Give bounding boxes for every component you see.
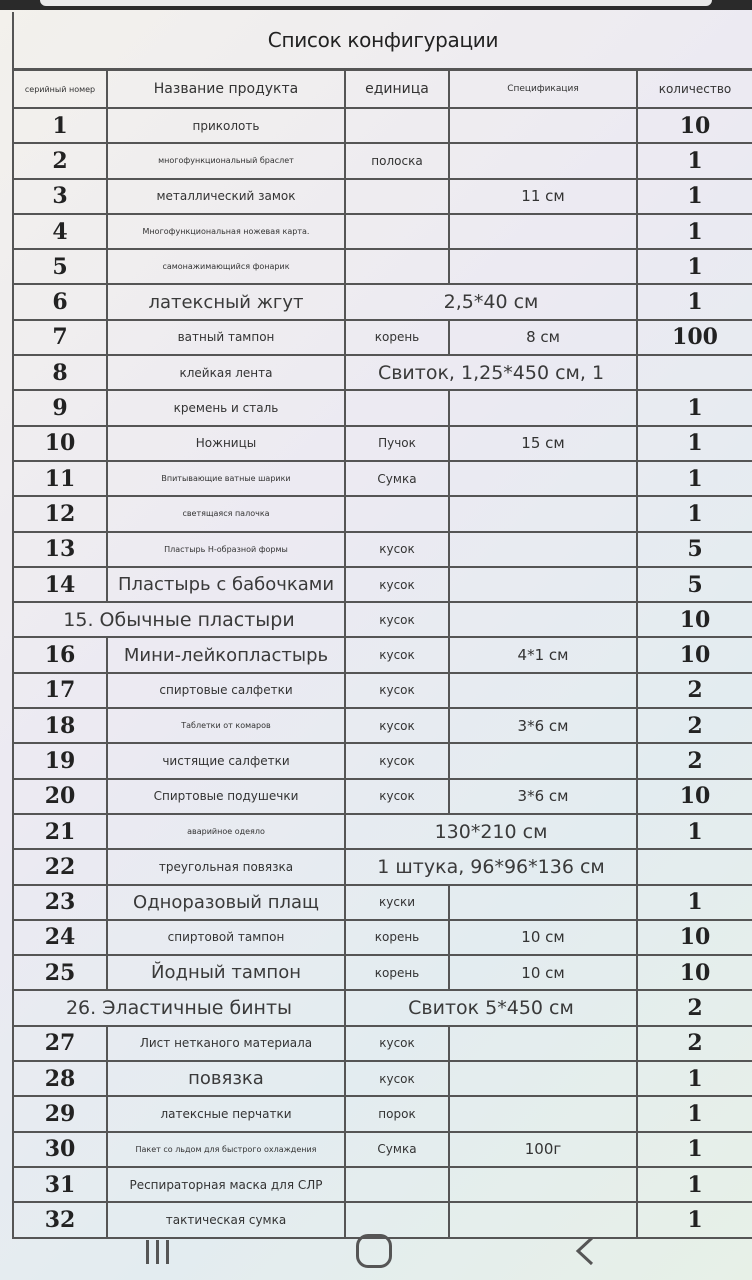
- row-spec: 3*6 см: [449, 779, 637, 814]
- row-serial: 28: [13, 1061, 107, 1096]
- row-serial: 11: [13, 461, 107, 496]
- row-serial: 24: [13, 920, 107, 955]
- row-serial: 17: [13, 673, 107, 708]
- row-qty: 1: [637, 179, 752, 214]
- row-qty: 1: [637, 1061, 752, 1096]
- table-row: [13, 355, 752, 390]
- row-serial: 18: [13, 708, 107, 743]
- row-unit: [345, 179, 449, 214]
- row-spec: [449, 143, 637, 178]
- row-name: чистящие салфетки: [107, 743, 345, 778]
- row-qty: 2: [637, 708, 752, 743]
- row-spec: [449, 249, 637, 284]
- config-table: [12, 69, 752, 1239]
- row-name: ватный тампон: [107, 320, 345, 355]
- table-row: [13, 637, 752, 672]
- recent-apps-icon[interactable]: [146, 1240, 176, 1264]
- row-name: латексный жгут: [107, 284, 345, 319]
- row-name: Впитывающие ватные шарики: [107, 461, 345, 496]
- row-name: Многофункциональная ножевая карта.: [107, 214, 345, 249]
- row-spec: [449, 496, 637, 531]
- row-name: приколоть: [107, 108, 345, 143]
- row-unit: Пучок: [345, 426, 449, 461]
- row-spec: [449, 602, 637, 637]
- table-row: [13, 179, 752, 214]
- row-serial: 1: [13, 108, 107, 143]
- row-unit: кусок: [345, 1061, 449, 1096]
- row-unit: корень: [345, 320, 449, 355]
- row-unit: куски: [345, 885, 449, 920]
- back-icon[interactable]: [572, 1236, 598, 1266]
- row-spec: [449, 1026, 637, 1061]
- row-unit: кусок: [345, 743, 449, 778]
- row-qty: 2: [637, 990, 752, 1025]
- table-row: [13, 532, 752, 567]
- row-spec: [449, 743, 637, 778]
- row-unit: кусок: [345, 1026, 449, 1061]
- row-name: кремень и сталь: [107, 390, 345, 425]
- row-serial: 25: [13, 955, 107, 990]
- row-spec: 8 см: [449, 320, 637, 355]
- row-spec: [449, 1061, 637, 1096]
- table-row: [13, 1061, 752, 1096]
- row-serial: 6: [13, 284, 107, 319]
- row-qty: 1: [637, 143, 752, 178]
- row-qty: 1: [637, 885, 752, 920]
- row-name: Пластырь Н-образной формы: [107, 532, 345, 567]
- home-icon[interactable]: [356, 1234, 392, 1268]
- row-spec: [449, 1096, 637, 1131]
- table-row: [13, 143, 752, 178]
- table-row: [13, 320, 752, 355]
- table-row: [13, 567, 752, 602]
- row-serial: 32: [13, 1202, 107, 1237]
- row-spec: [449, 461, 637, 496]
- row-name: повязка: [107, 1061, 345, 1096]
- table-row: [13, 743, 752, 778]
- row-qty: 1: [637, 814, 752, 849]
- row-spec: [449, 532, 637, 567]
- row-unit: кусок: [345, 602, 449, 637]
- row-unit: кусок: [345, 779, 449, 814]
- table-row: [13, 284, 752, 319]
- table-row: [13, 249, 752, 284]
- row-qty: 1: [637, 1096, 752, 1131]
- table-row: [13, 814, 752, 849]
- row-qty: 1: [637, 461, 752, 496]
- row-serial: 7: [13, 320, 107, 355]
- row-name: Мини-лейкопластырь: [107, 637, 345, 672]
- row-serial: 13: [13, 532, 107, 567]
- row-unit: [345, 496, 449, 531]
- row-serial: 5: [13, 249, 107, 284]
- table-row: [13, 1096, 752, 1131]
- row-name: Спиртовые подушечки: [107, 779, 345, 814]
- row-spec: [449, 885, 637, 920]
- table-row: [13, 108, 752, 143]
- table-row: [13, 673, 752, 708]
- row-qty: 1: [637, 1132, 752, 1167]
- row-qty: 1: [637, 426, 752, 461]
- status-bar: [0, 0, 752, 10]
- row-unit: Сумка: [345, 461, 449, 496]
- row-spec: 15 см: [449, 426, 637, 461]
- row-qty: 5: [637, 567, 752, 602]
- row-serial: 23: [13, 885, 107, 920]
- row-unit: корень: [345, 955, 449, 990]
- table-row: [13, 779, 752, 814]
- row-qty: 1: [637, 1202, 752, 1237]
- row-qty: 10: [637, 637, 752, 672]
- row-name: Таблетки от комаров: [107, 708, 345, 743]
- row-spec: [449, 108, 637, 143]
- row-unit: порок: [345, 1096, 449, 1131]
- row-unit: полоска: [345, 143, 449, 178]
- row-serial: 27: [13, 1026, 107, 1061]
- row-qty: 10: [637, 602, 752, 637]
- row-serial: 4: [13, 214, 107, 249]
- table-row: [13, 390, 752, 425]
- table-row: [13, 849, 752, 884]
- row-unit-spec: 130*210 см: [345, 814, 637, 849]
- row-serial: 16: [13, 637, 107, 672]
- row-serial: 19: [13, 743, 107, 778]
- row-unit: [345, 249, 449, 284]
- row-qty: 1: [637, 496, 752, 531]
- row-serial: 3: [13, 179, 107, 214]
- header-qty: количество: [637, 70, 752, 108]
- row-qty: 5: [637, 532, 752, 567]
- row-merged-title: 15. Обычные пластыри: [13, 602, 345, 637]
- table-row: [13, 708, 752, 743]
- row-serial: 8: [13, 355, 107, 390]
- row-spec: 10 см: [449, 920, 637, 955]
- row-spec: 4*1 см: [449, 637, 637, 672]
- row-unit: Сумка: [345, 1132, 449, 1167]
- row-qty: 10: [637, 955, 752, 990]
- row-unit-spec: 1 штука, 96*96*136 см: [345, 849, 637, 884]
- table-row: [13, 1026, 752, 1061]
- row-qty: 2: [637, 743, 752, 778]
- row-spec: 3*6 см: [449, 708, 637, 743]
- table-row: [13, 1132, 752, 1167]
- row-serial: 20: [13, 779, 107, 814]
- table-row: [13, 1167, 752, 1202]
- row-qty: 10: [637, 108, 752, 143]
- row-spec: 10 см: [449, 955, 637, 990]
- row-unit: [345, 1167, 449, 1202]
- row-name: Пластырь с бабочками: [107, 567, 345, 602]
- table-row: [13, 990, 752, 1025]
- row-spec: [449, 390, 637, 425]
- row-qty: [637, 849, 752, 884]
- row-unit-spec: Свиток, 1,25*450 см, 1: [345, 355, 637, 390]
- table-row: [13, 920, 752, 955]
- row-unit: кусок: [345, 567, 449, 602]
- row-qty: 10: [637, 920, 752, 955]
- row-qty: 1: [637, 249, 752, 284]
- row-qty: 2: [637, 1026, 752, 1061]
- table-row: [13, 885, 752, 920]
- row-qty: 100: [637, 320, 752, 355]
- row-name: светящаяся палочка: [107, 496, 345, 531]
- row-spec: 11 см: [449, 179, 637, 214]
- row-unit: кусок: [345, 637, 449, 672]
- row-name: Ножницы: [107, 426, 345, 461]
- row-unit: [345, 390, 449, 425]
- row-name: Йодный тампон: [107, 955, 345, 990]
- row-name: Респираторная маска для СЛР: [107, 1167, 345, 1202]
- row-qty: 2: [637, 673, 752, 708]
- row-qty: 1: [637, 390, 752, 425]
- table-header-row: [13, 70, 752, 108]
- header-spec: Спецификация: [449, 70, 637, 108]
- android-nav-bar: [0, 1220, 752, 1280]
- row-name: спиртовые салфетки: [107, 673, 345, 708]
- row-unit: кусок: [345, 708, 449, 743]
- table-row: [13, 602, 752, 637]
- row-name: клейкая лента: [107, 355, 345, 390]
- row-qty: 1: [637, 284, 752, 319]
- row-name: самонажимающийся фонарик: [107, 249, 345, 284]
- row-qty: [637, 355, 752, 390]
- row-serial: 29: [13, 1096, 107, 1131]
- row-unit: корень: [345, 920, 449, 955]
- table-row: [13, 496, 752, 531]
- row-serial: 14: [13, 567, 107, 602]
- row-name: латексные перчатки: [107, 1096, 345, 1131]
- row-serial: 21: [13, 814, 107, 849]
- row-unit: [345, 214, 449, 249]
- table-row: [13, 214, 752, 249]
- table-row: [13, 461, 752, 496]
- row-spec: [449, 673, 637, 708]
- row-spec: [449, 1167, 637, 1202]
- row-spec: 100г: [449, 1132, 637, 1167]
- row-name: спиртовой тампон: [107, 920, 345, 955]
- row-unit: [345, 108, 449, 143]
- row-spec: [449, 214, 637, 249]
- row-qty: 1: [637, 214, 752, 249]
- row-name: Пакет со льдом для быстрого охлаждения: [107, 1132, 345, 1167]
- row-name: металлический замок: [107, 179, 345, 214]
- header-unit: единица: [345, 70, 449, 108]
- row-serial: 12: [13, 496, 107, 531]
- row-unit: кусок: [345, 673, 449, 708]
- row-name: тактическая сумка: [107, 1202, 345, 1237]
- header-name: Название продукта: [107, 70, 345, 108]
- row-name: многофункциональный браслет: [107, 143, 345, 178]
- row-serial: 2: [13, 143, 107, 178]
- row-merged-title: 26. Эластичные бинты: [13, 990, 345, 1025]
- row-name: аварийное одеяло: [107, 814, 345, 849]
- row-unit: кусок: [345, 532, 449, 567]
- row-name: Лист нетканого материала: [107, 1026, 345, 1061]
- page-title: Список конфигурации: [12, 12, 752, 70]
- row-name: Одноразовый плащ: [107, 885, 345, 920]
- row-name: треугольная повязка: [107, 849, 345, 884]
- row-serial: 30: [13, 1132, 107, 1167]
- row-serial: 10: [13, 426, 107, 461]
- row-qty: 1: [637, 1167, 752, 1202]
- row-serial: 31: [13, 1167, 107, 1202]
- row-unit-spec: 2,5*40 см: [345, 284, 637, 319]
- row-spec: [449, 567, 637, 602]
- table-row: [13, 955, 752, 990]
- table-row: [13, 426, 752, 461]
- row-unit-spec: Свиток 5*450 см: [345, 990, 637, 1025]
- header-serial: серийный номер: [13, 70, 107, 108]
- row-qty: 10: [637, 779, 752, 814]
- row-serial: 9: [13, 390, 107, 425]
- row-serial: 22: [13, 849, 107, 884]
